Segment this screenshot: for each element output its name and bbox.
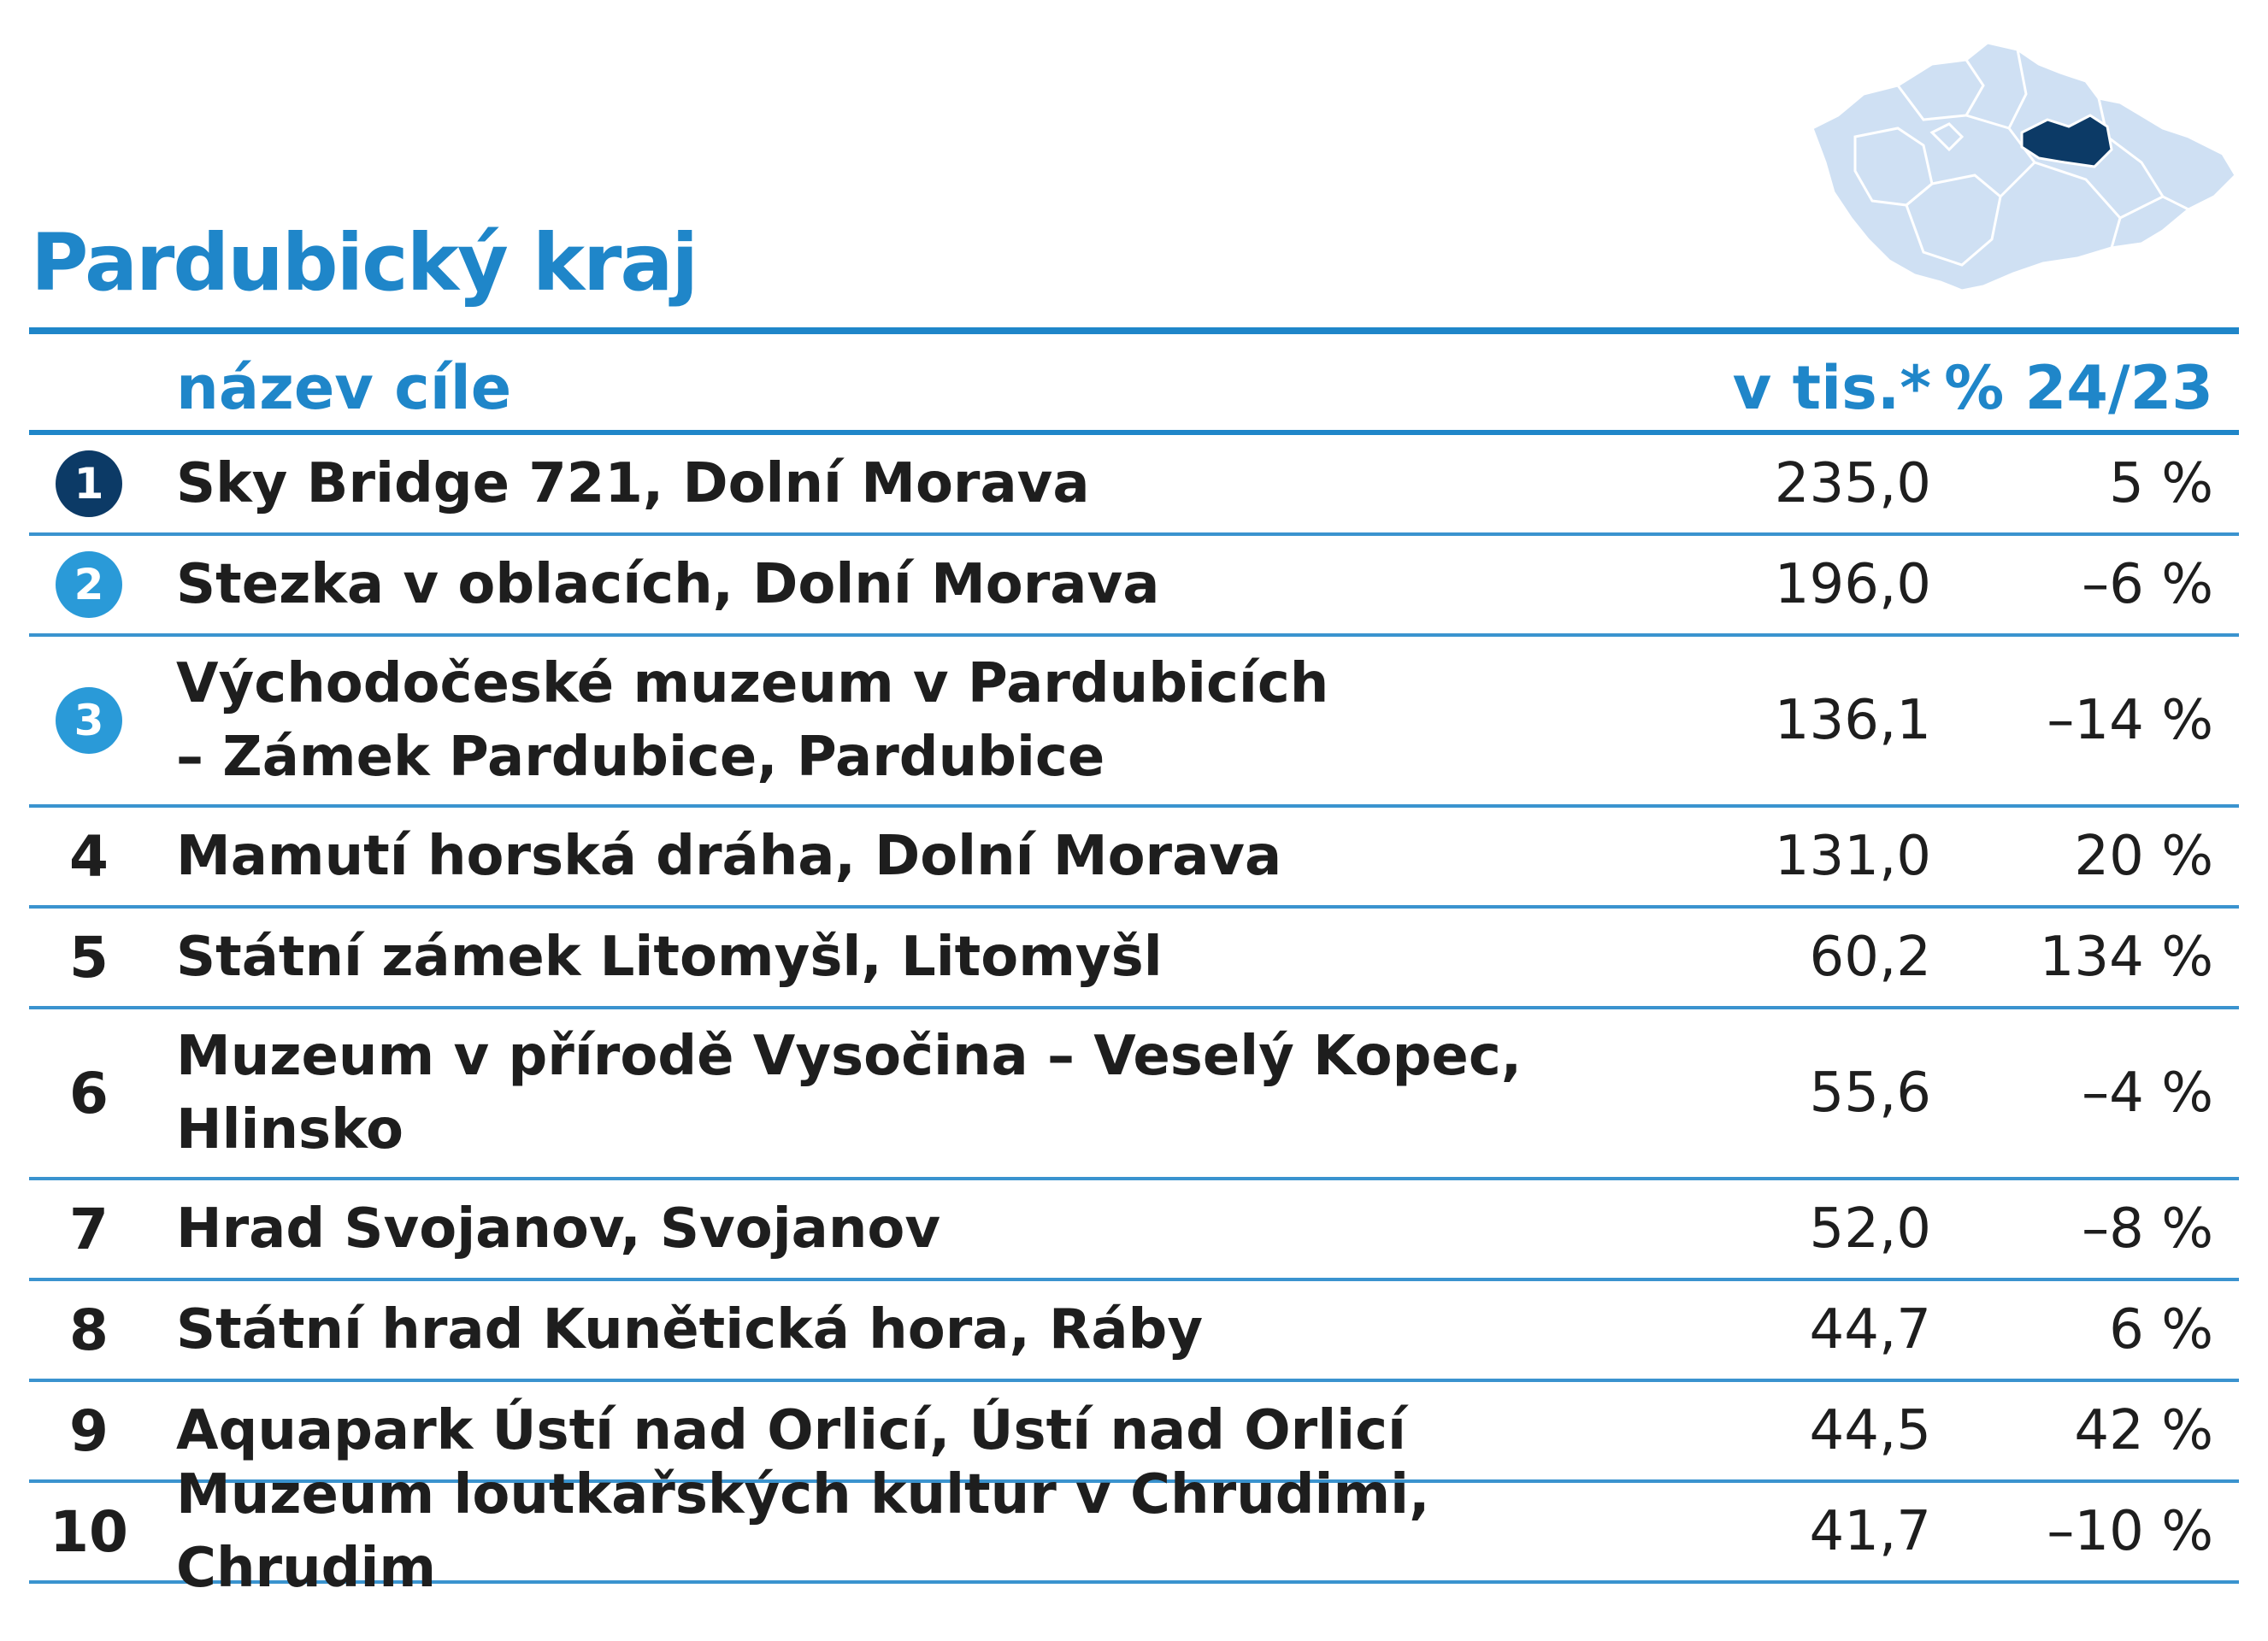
table-header [29,334,2239,435]
rank-badge: 1 [56,450,122,517]
rank-number: 6 [69,1060,109,1126]
rank-number: 9 [69,1397,109,1464]
header-value: v tis.* [1732,353,1931,423]
destination-name: Státní hrad Kunětická hora, Ráby [176,1298,1204,1362]
change-percent: 42 % [2074,1399,2213,1462]
page-title: Pardubický kraj [31,217,698,309]
destination-name: Východočeské muzeum v Pardubicích – Zámek Pardubice, Pardubice [176,652,1329,789]
rank-number: 7 [69,1196,109,1262]
table-row [29,1009,2239,1180]
visitors-value: 131,0 [1774,825,1931,888]
change-percent: –4 % [2082,1062,2213,1125]
attractions-table [29,327,2239,1600]
destination-name: Sky Bridge 721, Dolní Morava [176,452,1090,515]
table-row [29,1463,2239,1600]
table-row [29,1180,2239,1281]
table-row [29,909,2239,1009]
visitors-value: 136,1 [1774,689,1931,752]
table-row [29,435,2239,536]
change-percent: –6 % [2082,553,2213,616]
destination-name: Hrad Svojanov, Svojanov [176,1197,941,1261]
table-row [29,808,2239,909]
table-row [29,536,2239,637]
visitors-value: 44,7 [1809,1298,1931,1362]
visitors-value: 235,0 [1774,452,1931,515]
change-percent: 134 % [2039,926,2213,989]
change-percent: 6 % [2109,1298,2213,1362]
change-percent: 5 % [2109,452,2213,515]
change-percent: –10 % [2047,1500,2213,1563]
destination-name: Státní zámek Litomyšl, Litomyšl [176,926,1163,989]
header-name: název cíle [176,353,512,423]
rank-number: 8 [69,1297,109,1363]
rank-number: 4 [69,823,109,890]
table-row [29,1281,2239,1382]
rank-badge: 2 [56,551,122,618]
change-percent: –8 % [2082,1197,2213,1261]
destination-name: Muzeum loutkařských kultur v Chrudimi, Chrudim [176,1463,1430,1600]
destination-name: Muzeum v přírodě Vysočina – Veselý Kopec, Hlinsko [176,1025,1523,1162]
visitors-value: 41,7 [1809,1500,1931,1563]
header-change: % 24/23 [1944,353,2213,423]
visitors-value: 196,0 [1774,553,1931,616]
destination-name: Aquapark Ústí nad Orlicí, Ústí nad Orlicí [176,1399,1406,1462]
rank-number: 5 [69,924,109,991]
rank-badge: 3 [56,687,122,754]
destination-name: Mamutí horská dráha, Dolní Morava [176,825,1282,888]
change-percent: 20 % [2074,825,2213,888]
visitors-value: 60,2 [1809,926,1931,989]
change-percent: –14 % [2047,689,2213,752]
visitors-value: 44,5 [1809,1399,1931,1462]
visitors-value: 55,6 [1809,1062,1931,1125]
rank-number: 10 [50,1498,128,1565]
table-top-rule [29,327,2239,334]
destination-name: Stezka v oblacích, Dolní Morava [176,553,1160,616]
table-row [29,637,2239,808]
czech-regions-map-icon [1804,34,2248,291]
visitors-value: 52,0 [1809,1197,1931,1261]
